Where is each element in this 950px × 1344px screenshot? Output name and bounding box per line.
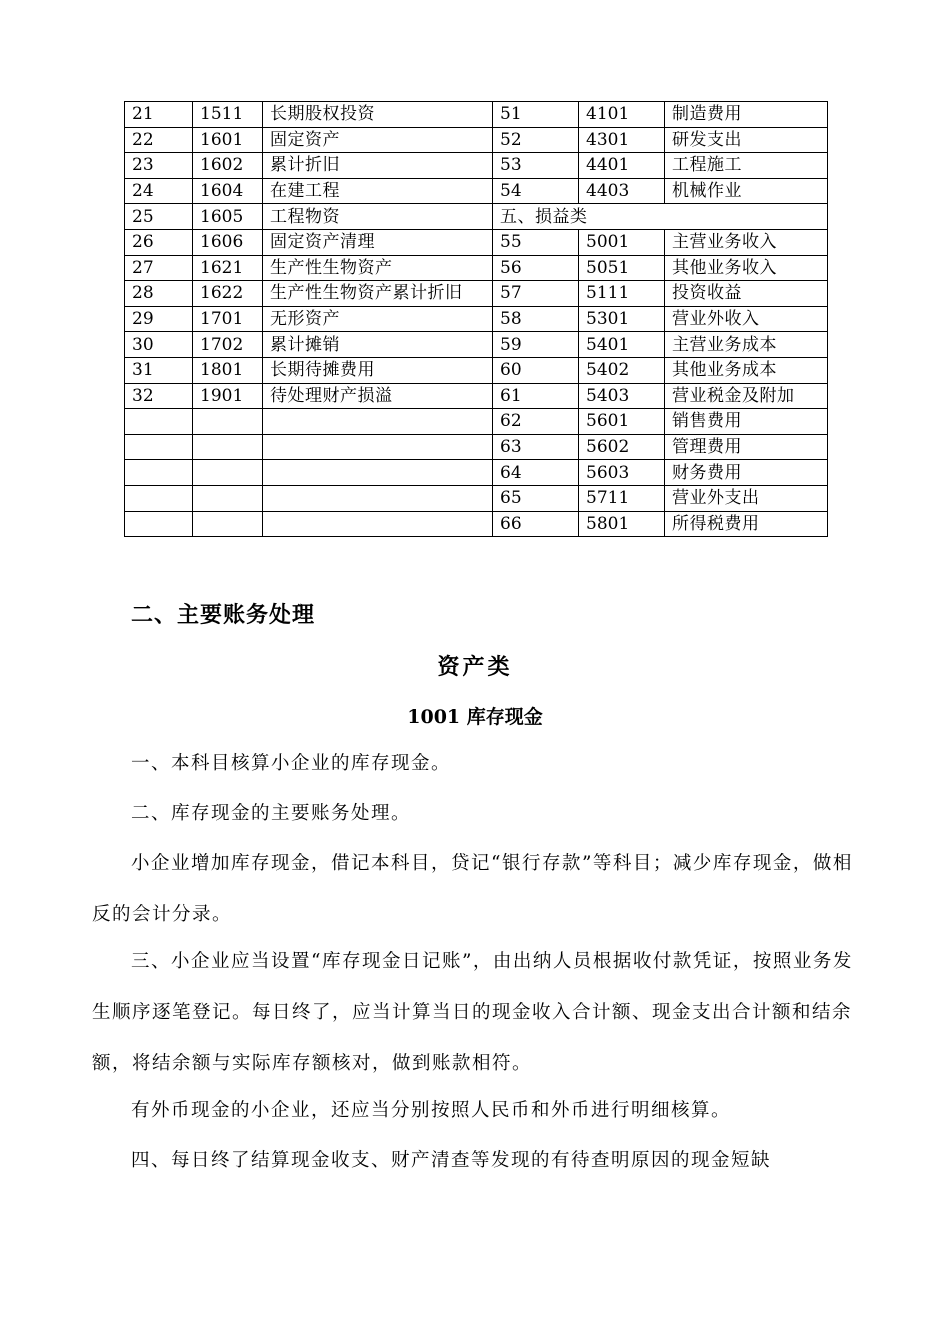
table-row bbox=[125, 178, 828, 204]
account-code-cell: 1901 bbox=[193, 383, 263, 409]
table-row bbox=[125, 127, 828, 153]
account-code-cell: 1801 bbox=[193, 357, 263, 383]
paragraph-text: 二、库存现金的主要账务处理。 bbox=[131, 803, 412, 824]
account-code-cell: 4101 bbox=[579, 102, 665, 128]
account-name-cell: 营业税金及附加 bbox=[665, 383, 828, 409]
account-code-cell: 4403 bbox=[579, 178, 665, 204]
account-code-cell: 1701 bbox=[193, 306, 263, 332]
row-number-cell: 63 bbox=[493, 434, 579, 460]
account-code-cell: 5001 bbox=[579, 229, 665, 255]
table-row bbox=[125, 229, 828, 255]
row-number-cell: 53 bbox=[493, 153, 579, 179]
account-name-cell: 长期股权投资 bbox=[263, 102, 493, 128]
paragraph bbox=[92, 738, 862, 789]
section-heading: 二、主要账务处理 bbox=[131, 602, 316, 628]
table-row bbox=[125, 460, 828, 486]
category-title: 资产类 bbox=[437, 654, 513, 680]
table-row bbox=[125, 332, 828, 358]
row-number-cell bbox=[125, 409, 193, 435]
row-number-cell: 26 bbox=[125, 229, 193, 255]
paragraph bbox=[92, 1085, 862, 1136]
account-code-cell: 5801 bbox=[579, 511, 665, 537]
table-row bbox=[125, 357, 828, 383]
account-name-cell: 在建工程 bbox=[263, 178, 493, 204]
account-code-cell bbox=[193, 511, 263, 537]
table-row bbox=[125, 306, 828, 332]
account-name-cell: 待处理财产损溢 bbox=[263, 383, 493, 409]
account-name-cell: 固定资产清理 bbox=[263, 229, 493, 255]
accounts-table bbox=[124, 101, 828, 537]
row-number-cell bbox=[125, 511, 193, 537]
account-code-cell: 1605 bbox=[193, 204, 263, 230]
account-name-cell: 财务费用 bbox=[665, 460, 828, 486]
table-row bbox=[125, 485, 828, 511]
account-name-cell: 销售费用 bbox=[665, 409, 828, 435]
account-name-cell: 长期待摊费用 bbox=[263, 357, 493, 383]
account-code-cell: 5603 bbox=[579, 460, 665, 486]
paragraph-text: 小企业增加库存现金，借记本科目，贷记“银行存款”等科目；减少库存现金，做相反的会计分录。 bbox=[92, 853, 853, 925]
account-name-cell: 管理费用 bbox=[665, 434, 828, 460]
account-name-cell: 无形资产 bbox=[263, 306, 493, 332]
account-code-cell: 5403 bbox=[579, 383, 665, 409]
account-name-cell bbox=[263, 434, 493, 460]
account-name-cell: 主营业务收入 bbox=[665, 229, 828, 255]
account-name-cell bbox=[263, 485, 493, 511]
row-number-cell bbox=[125, 485, 193, 511]
row-number-cell: 31 bbox=[125, 357, 193, 383]
table-row bbox=[125, 434, 828, 460]
account-name-cell: 投资收益 bbox=[665, 281, 828, 307]
account-code-cell: 5051 bbox=[579, 255, 665, 281]
paragraph bbox=[92, 936, 862, 1089]
table-row bbox=[125, 204, 828, 230]
row-number-cell: 30 bbox=[125, 332, 193, 358]
row-number-cell: 57 bbox=[493, 281, 579, 307]
account-code-cell: 5601 bbox=[579, 409, 665, 435]
account-name-cell: 所得税费用 bbox=[665, 511, 828, 537]
account-code-cell bbox=[193, 485, 263, 511]
table-row bbox=[125, 281, 828, 307]
accounts-table-body bbox=[125, 102, 828, 537]
row-number-cell: 66 bbox=[493, 511, 579, 537]
row-number-cell: 64 bbox=[493, 460, 579, 486]
account-code-cell bbox=[193, 460, 263, 486]
account-name-cell: 累计折旧 bbox=[263, 153, 493, 179]
account-name-cell bbox=[263, 409, 493, 435]
row-number-cell: 54 bbox=[493, 178, 579, 204]
account-code-cell: 5301 bbox=[579, 306, 665, 332]
row-number-cell: 28 bbox=[125, 281, 193, 307]
account-name-cell: 生产性生物资产累计折旧 bbox=[263, 281, 493, 307]
row-number-cell: 21 bbox=[125, 102, 193, 128]
row-number-cell: 61 bbox=[493, 383, 579, 409]
account-code-cell: 5111 bbox=[579, 281, 665, 307]
account-name-cell: 工程施工 bbox=[665, 153, 828, 179]
row-number-cell: 59 bbox=[493, 332, 579, 358]
account-code-cell: 1622 bbox=[193, 281, 263, 307]
account-name-cell: 累计摊销 bbox=[263, 332, 493, 358]
category-header-cell: 五、损益类 bbox=[493, 204, 828, 230]
row-number-cell: 60 bbox=[493, 357, 579, 383]
paragraph bbox=[92, 788, 862, 839]
row-number-cell: 51 bbox=[493, 102, 579, 128]
paragraph-text: 一、本科目核算小企业的库存现金。 bbox=[131, 753, 452, 774]
account-code-cell bbox=[193, 409, 263, 435]
paragraph-text: 有外币现金的小企业，还应当分别按照人民币和外币进行明细核算。 bbox=[131, 1100, 732, 1121]
account-code-cell bbox=[193, 434, 263, 460]
row-number-cell: 27 bbox=[125, 255, 193, 281]
row-number-cell: 29 bbox=[125, 306, 193, 332]
table-row bbox=[125, 409, 828, 435]
account-code-cell: 1601 bbox=[193, 127, 263, 153]
row-number-cell: 32 bbox=[125, 383, 193, 409]
table-row bbox=[125, 102, 828, 128]
account-name-cell: 研发支出 bbox=[665, 127, 828, 153]
account-name-cell: 生产性生物资产 bbox=[263, 255, 493, 281]
row-number-cell: 22 bbox=[125, 127, 193, 153]
account-name-cell: 机械作业 bbox=[665, 178, 828, 204]
row-number-cell: 23 bbox=[125, 153, 193, 179]
account-name-cell bbox=[263, 511, 493, 537]
row-number-cell: 25 bbox=[125, 204, 193, 230]
account-name-cell: 制造费用 bbox=[665, 102, 828, 128]
account-name-cell: 工程物资 bbox=[263, 204, 493, 230]
row-number-cell: 24 bbox=[125, 178, 193, 204]
account-code-cell: 5401 bbox=[579, 332, 665, 358]
row-number-cell: 52 bbox=[493, 127, 579, 153]
row-number-cell bbox=[125, 460, 193, 486]
account-code-cell: 1702 bbox=[193, 332, 263, 358]
table-row bbox=[125, 153, 828, 179]
account-name-cell: 固定资产 bbox=[263, 127, 493, 153]
account-name-cell: 营业外支出 bbox=[665, 485, 828, 511]
account-code-cell: 1606 bbox=[193, 229, 263, 255]
row-number-cell: 65 bbox=[493, 485, 579, 511]
row-number-cell: 56 bbox=[493, 255, 579, 281]
paragraph bbox=[92, 838, 862, 940]
row-number-cell bbox=[125, 434, 193, 460]
account-code-cell: 1602 bbox=[193, 153, 263, 179]
paragraph bbox=[92, 1135, 862, 1186]
row-number-cell: 58 bbox=[493, 306, 579, 332]
account-code-cell: 1621 bbox=[193, 255, 263, 281]
account-code-cell: 5711 bbox=[579, 485, 665, 511]
account-name-cell bbox=[263, 460, 493, 486]
row-number-cell: 55 bbox=[493, 229, 579, 255]
account-code-cell: 4301 bbox=[579, 127, 665, 153]
account-name-cell: 其他业务收入 bbox=[665, 255, 828, 281]
row-number-cell: 62 bbox=[493, 409, 579, 435]
account-code-cell: 5402 bbox=[579, 357, 665, 383]
account-code-cell: 1511 bbox=[193, 102, 263, 128]
table-row bbox=[125, 255, 828, 281]
account-code-cell: 4401 bbox=[579, 153, 665, 179]
table-row bbox=[125, 511, 828, 537]
account-name-cell: 主营业务成本 bbox=[665, 332, 828, 358]
account-name-cell: 其他业务成本 bbox=[665, 357, 828, 383]
account-name-cell: 营业外收入 bbox=[665, 306, 828, 332]
account-code-cell: 1604 bbox=[193, 178, 263, 204]
account-title: 1001 库存现金 bbox=[407, 706, 543, 728]
account-code-cell: 5602 bbox=[579, 434, 665, 460]
paragraph-text: 三、小企业应当设置“库存现金日记账”，由出纳人员根据收付款凭证，按照业务发生顺序逐笔登记。每日终了，应当计算当日的现金收入合计额、现金支出合计额和结余额，将结余额与实际库存额核对，做到账款相符。 bbox=[92, 951, 853, 1074]
paragraph-text: 四、每日终了结算现金收支、财产清查等发现的有待查明原因的现金短缺 bbox=[131, 1150, 772, 1171]
table-row bbox=[125, 383, 828, 409]
